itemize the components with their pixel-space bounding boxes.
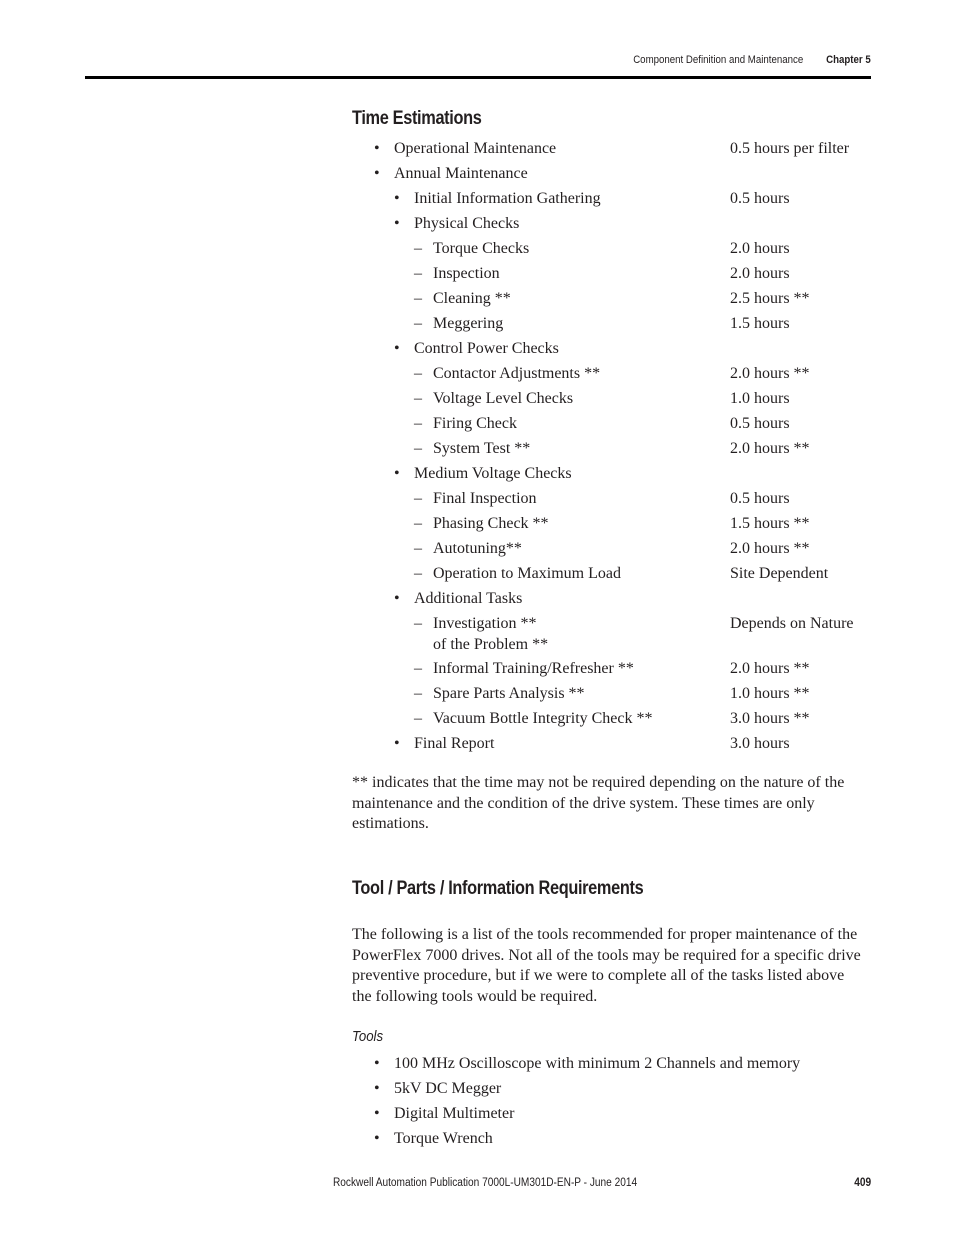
- estimation-value: 0.5 hours: [730, 415, 790, 432]
- estimation-value: 2.0 hours **: [730, 540, 810, 557]
- estimation-label: Medium Voltage Checks: [414, 465, 572, 482]
- estimation-label: Control Power Checks: [414, 340, 559, 357]
- estimation-value: 3.0 hours **: [730, 710, 810, 727]
- dash-marker: –: [414, 240, 422, 257]
- dash-marker: –: [414, 315, 422, 332]
- estimation-value: 1.5 hours: [730, 315, 790, 332]
- estimation-label: Inspection: [433, 265, 500, 282]
- estimation-value: Site Dependent: [730, 565, 829, 582]
- estimation-label: Voltage Level Checks: [433, 390, 574, 407]
- dash-marker: –: [414, 265, 422, 282]
- bullet-marker: •: [374, 1130, 380, 1147]
- estimation-label: System Test **: [433, 440, 531, 457]
- bullet-marker: •: [394, 215, 400, 232]
- estimation-label: Informal Training/Refresher **: [433, 660, 634, 677]
- estimation-label: Final Inspection: [433, 490, 537, 507]
- bullet-marker: •: [394, 465, 400, 482]
- estimation-value: 0.5 hours per filter: [730, 140, 850, 157]
- requirements-heading: Tool / Parts / Information Requirements: [352, 878, 644, 899]
- bullet-marker: •: [374, 1105, 380, 1122]
- estimation-label: Firing Check: [433, 415, 517, 432]
- bullet-marker: •: [374, 1055, 380, 1072]
- bullet-marker: •: [374, 1080, 380, 1097]
- dash-marker: –: [414, 540, 422, 557]
- dash-marker: –: [414, 365, 422, 382]
- estimation-value: 2.0 hours **: [730, 660, 810, 677]
- estimation-label: Investigation **: [433, 615, 537, 632]
- requirements-paragraph: The following is a list of the tools recommended for proper maintenance of the PowerFlex 7000 drives. Not all of the tools may be required for a specific drive preventive procedure, but if we were to complete all of the tasks listed above the following tools would be required.: [352, 926, 861, 1005]
- estimation-value: 3.0 hours: [730, 735, 790, 752]
- estimation-value: 1.0 hours **: [730, 685, 810, 702]
- estimation-label: Operation to Maximum Load: [433, 565, 621, 582]
- bullet-marker: •: [374, 140, 380, 157]
- bullet-marker: •: [394, 190, 400, 207]
- estimation-label: Annual Maintenance: [394, 165, 528, 182]
- tool-label: Digital Multimeter: [394, 1105, 515, 1122]
- page-header: [85, 52, 871, 79]
- estimation-label: Cleaning **: [433, 290, 511, 307]
- time-estimations-heading: Time Estimations: [352, 108, 482, 129]
- estimation-value: 0.5 hours: [730, 490, 790, 507]
- estimation-label: Additional Tasks: [414, 590, 523, 607]
- dash-marker: –: [414, 660, 422, 677]
- estimation-value: 0.5 hours: [730, 190, 790, 207]
- dash-marker: –: [414, 565, 422, 582]
- estimation-label: Initial Information Gathering: [414, 190, 601, 207]
- estimation-label: Torque Checks: [433, 240, 530, 257]
- bullet-marker: •: [374, 165, 380, 182]
- dash-marker: –: [414, 710, 422, 727]
- estimation-value: 2.0 hours: [730, 240, 790, 257]
- estimation-label: Final Report: [414, 735, 495, 752]
- dash-marker: –: [414, 290, 422, 307]
- dash-marker: –: [414, 515, 422, 532]
- dash-marker: –: [414, 685, 422, 702]
- estimation-label: Physical Checks: [414, 215, 520, 232]
- estimation-value: 2.0 hours **: [730, 365, 810, 382]
- estimation-label: Contactor Adjustments **: [433, 365, 601, 382]
- dash-marker: –: [414, 615, 422, 632]
- estimation-label: Autotuning**: [433, 540, 522, 557]
- estimation-label: Phasing Check **: [433, 515, 549, 532]
- bullet-marker: •: [394, 590, 400, 607]
- page-footer: [85, 1177, 871, 1193]
- estimation-note: ** indicates that the time may not be required depending on the nature of the maintenance and the condition of the drive system. These times are only estimations.: [352, 774, 845, 832]
- tool-label: 5kV DC Megger: [394, 1080, 502, 1097]
- estimation-label: Spare Parts Analysis **: [433, 685, 585, 702]
- estimation-value: 1.0 hours: [730, 390, 790, 407]
- dash-marker: –: [414, 440, 422, 457]
- dash-marker: –: [414, 390, 422, 407]
- bullet-marker: •: [394, 340, 400, 357]
- tool-label: 100 MHz Oscilloscope with minimum 2 Channels and memory: [394, 1055, 801, 1072]
- dash-marker: –: [414, 415, 422, 432]
- tool-label: Torque Wrench: [394, 1130, 493, 1147]
- estimation-label: Operational Maintenance: [394, 140, 557, 157]
- estimation-value: Depends on Nature: [730, 615, 854, 632]
- estimation-value: 1.5 hours **: [730, 515, 810, 532]
- estimation-value: 2.0 hours **: [730, 440, 810, 457]
- dash-marker: –: [414, 490, 422, 507]
- tools-heading: Tools: [352, 1028, 384, 1045]
- header-section-title: Component Definition and Maintenance: [632, 54, 803, 66]
- estimation-label: Vacuum Bottle Integrity Check **: [433, 710, 653, 727]
- estimation-value: 2.0 hours: [730, 265, 790, 282]
- estimation-label: of the Problem **: [433, 636, 549, 653]
- estimation-label: Meggering: [433, 315, 504, 332]
- bullet-marker: •: [394, 735, 400, 752]
- publication-id: Rockwell Automation Publication 7000L-UM301D-EN-P - June 2014: [333, 1177, 638, 1189]
- page-number: 409: [854, 1177, 871, 1189]
- estimation-value: 2.5 hours **: [730, 290, 810, 307]
- header-chapter: Chapter 5: [826, 54, 871, 66]
